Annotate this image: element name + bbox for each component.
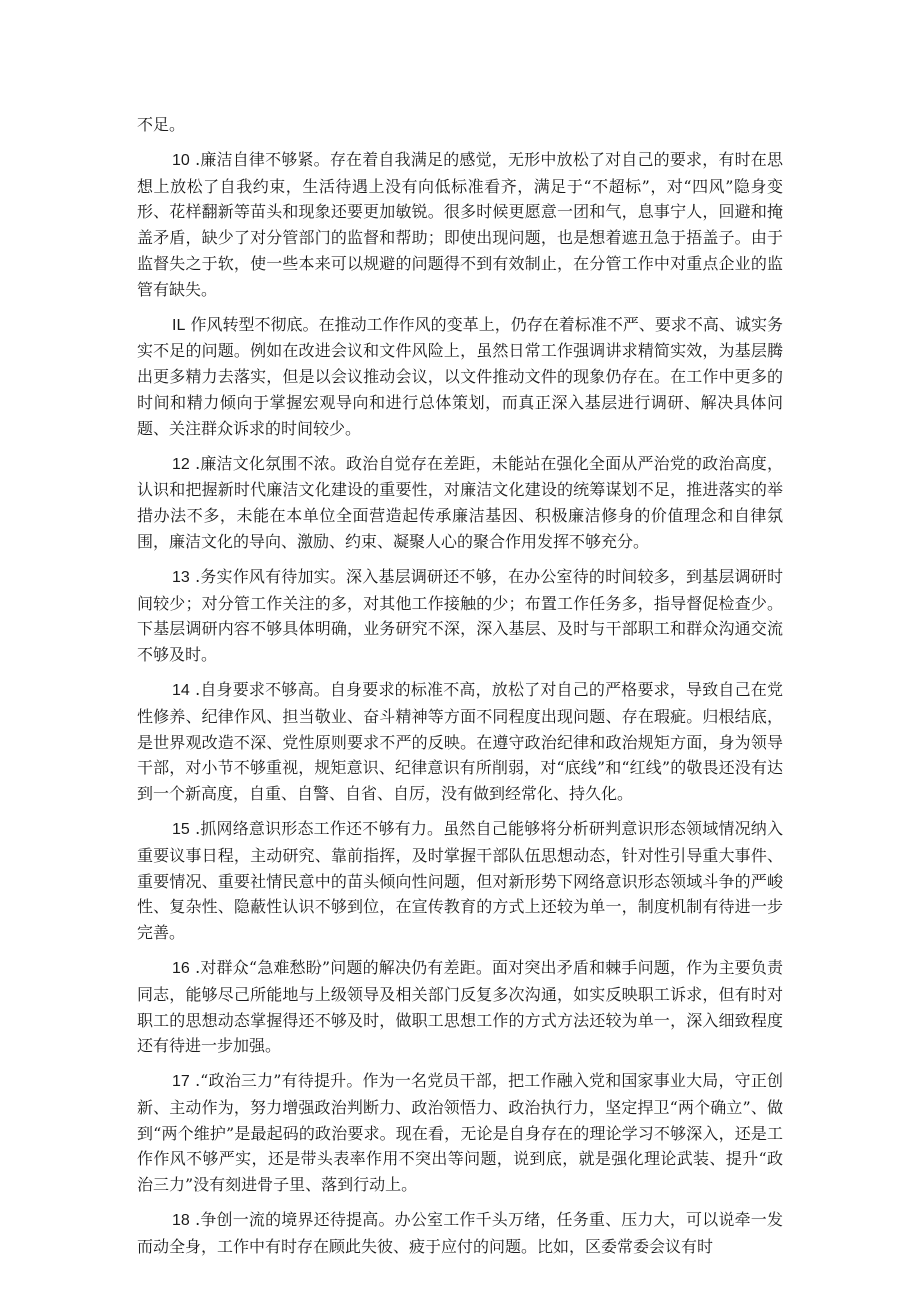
paragraph-number: 16 (172, 959, 190, 977)
paragraph-text: .务实作风有待加实。深入基层调研还不够，在办公室待的时间较多，到基层调研时间较少；对分管工作关注的多，对其他工作接触的少；布置工作任务多，指导督促检查少。下基层调研内容不够具体明确，业务研究不深，深入基层、及时与干部职工和群众沟通交流不够及时。 (137, 566, 783, 665)
paragraph-text: .廉洁自律不够紧。存在着自我满足的感觉，无形中放松了对自己的要求，有时在思想上放松了自我约束，生活待遇上没有向低标准看齐，满足于“不超标”，对“四风”隐身变形、花样翻新等苗头和现象还要更加敏锐。很多时候更愿意一团和气，息事宁人，回避和掩盖矛盾，缺少了对分管部门的监督和帮助；即使出现问题，也是想着遮丑急于捂盖子。由于监督失之于软，使一些本来可以规避的问题得不到有效制止，在分管工作中对重点企业的监管有缺失。 (137, 149, 783, 299)
paragraph-number: 15 (172, 820, 190, 838)
paragraph-17 (137, 1068, 783, 1198)
paragraph-15 (137, 816, 783, 946)
paragraph-number: 14 (172, 681, 190, 699)
paragraph-10 (137, 147, 783, 303)
paragraph-18 (137, 1207, 783, 1260)
paragraph-continuation (137, 112, 783, 138)
paragraph-text: .廉洁文化氛围不浓。政治自觉存在差距，未能站在强化全面从严治党的政治高度，认识和把握新时代廉洁文化建设的重要性，对廉洁文化建设的统筹谋划不足，推进落实的举措办法不多，未能在本单位全面营造起传承廉洁基因、积极廉洁修身的价值理念和自律氛围，廉洁文化的导向、激励、约束、凝聚人心的聚合作用发挥不够充分。 (137, 453, 783, 551)
paragraph-number: IL (172, 316, 186, 334)
paragraph-number: 12 (172, 455, 190, 473)
paragraph-number: 10 (172, 151, 190, 169)
paragraph-text: 不足。 (137, 115, 186, 134)
paragraph-number: 17 (172, 1073, 190, 1091)
paragraph-16 (137, 955, 783, 1059)
paragraph-12 (137, 451, 783, 555)
paragraph-number: 13 (172, 568, 190, 586)
paragraph-text: .对群众“急难愁盼”问题的解决仍有差距。面对突出矛盾和棘手问题，作为主要负责同志，能够尽己所能地与上级领导及相关部门反复多次沟通，如实反映职工诉求，但有时对职工的思想动态掌握得还不够及时，做职工思想工作的方式方法还较为单一，深入细致程度还有待进一步加强。 (137, 957, 783, 1056)
paragraph-text: .“政治三力”有待提升。作为一名党员干部，把工作融入党和国家事业大局，守正创新、主动作为，努力增强政治判断力、政治领悟力、政治执行力，坚定捍卫“两个确立”、做到“两个维护”是最起码的政治要求。现在看，无论是自身存在的理论学习不够深入，还是工作作风不够严实，还是带头表率作用不突出等问题，说到底，就是强化理论武装、提升“政治三力”没有刻进骨子里、落到行动上。 (137, 1071, 784, 1195)
paragraph-11 (137, 312, 783, 442)
paragraph-text: .争创一流的境界还待提高。办公室工作千头万绪，任务重、压力大，可以说牵一发而动全身，工作中有时存在顾此失彼、疲于应付的问题。比如，区委常委会议有时 (137, 1210, 783, 1256)
paragraph-13 (137, 564, 783, 668)
paragraph-text: 作风转型不彻底。在推动工作作风的变革上，仍存在着标准不严、要求不高、诚实务实不足的问题。例如在改进会议和文件风险上，虽然日常工作强调讲求精简实效，为基层腾出更多精力去落实，但是以会议推动会议，以文件推动文件的现象仍存在。在工作中更多的时间和精力倾向于掌握宏观导向和进行总体策划，而真正深入基层进行调研、解决具体问题、关注群众诉求的时间较少。 (137, 314, 783, 438)
paragraph-text: .抓网络意识形态工作还不够有力。虽然自己能够将分析研判意识形态领域情况纳入重要议事日程，主动研究、靠前指挥，及时掌握干部队伍思想动态，针对性引导重大事件、重要情况、重要社情民意中的苗头倾向性问题，但对新形势下网络意识形态领域斗争的严峻性、复杂性、隐蔽性认识不够到位，在宣传教育的方式上还较为单一，制度机制有待进一步完善。 (137, 818, 783, 943)
paragraph-14 (137, 677, 783, 807)
paragraph-text: .自身要求不够高。自身要求的标准不高，放松了对自己的严格要求，导致自己在党性修养、纪律作风、担当敬业、奋斗精神等方面不同程度出现问题、存在瑕疵。归根结底，是世界观改造不深、党性原则要求不严的反映。在遵守政治纪律和政治规矩方面，身为领导干部，对小节不够重视，规矩意识、纪律意识有所削弱，对“底线”和“红线”的敬畏还没有达到一个新高度，自重、自警、自省、自厉，没有做到经常化、持久化。 (137, 679, 783, 804)
document-page (137, 112, 783, 1269)
paragraph-number: 18 (172, 1212, 190, 1230)
